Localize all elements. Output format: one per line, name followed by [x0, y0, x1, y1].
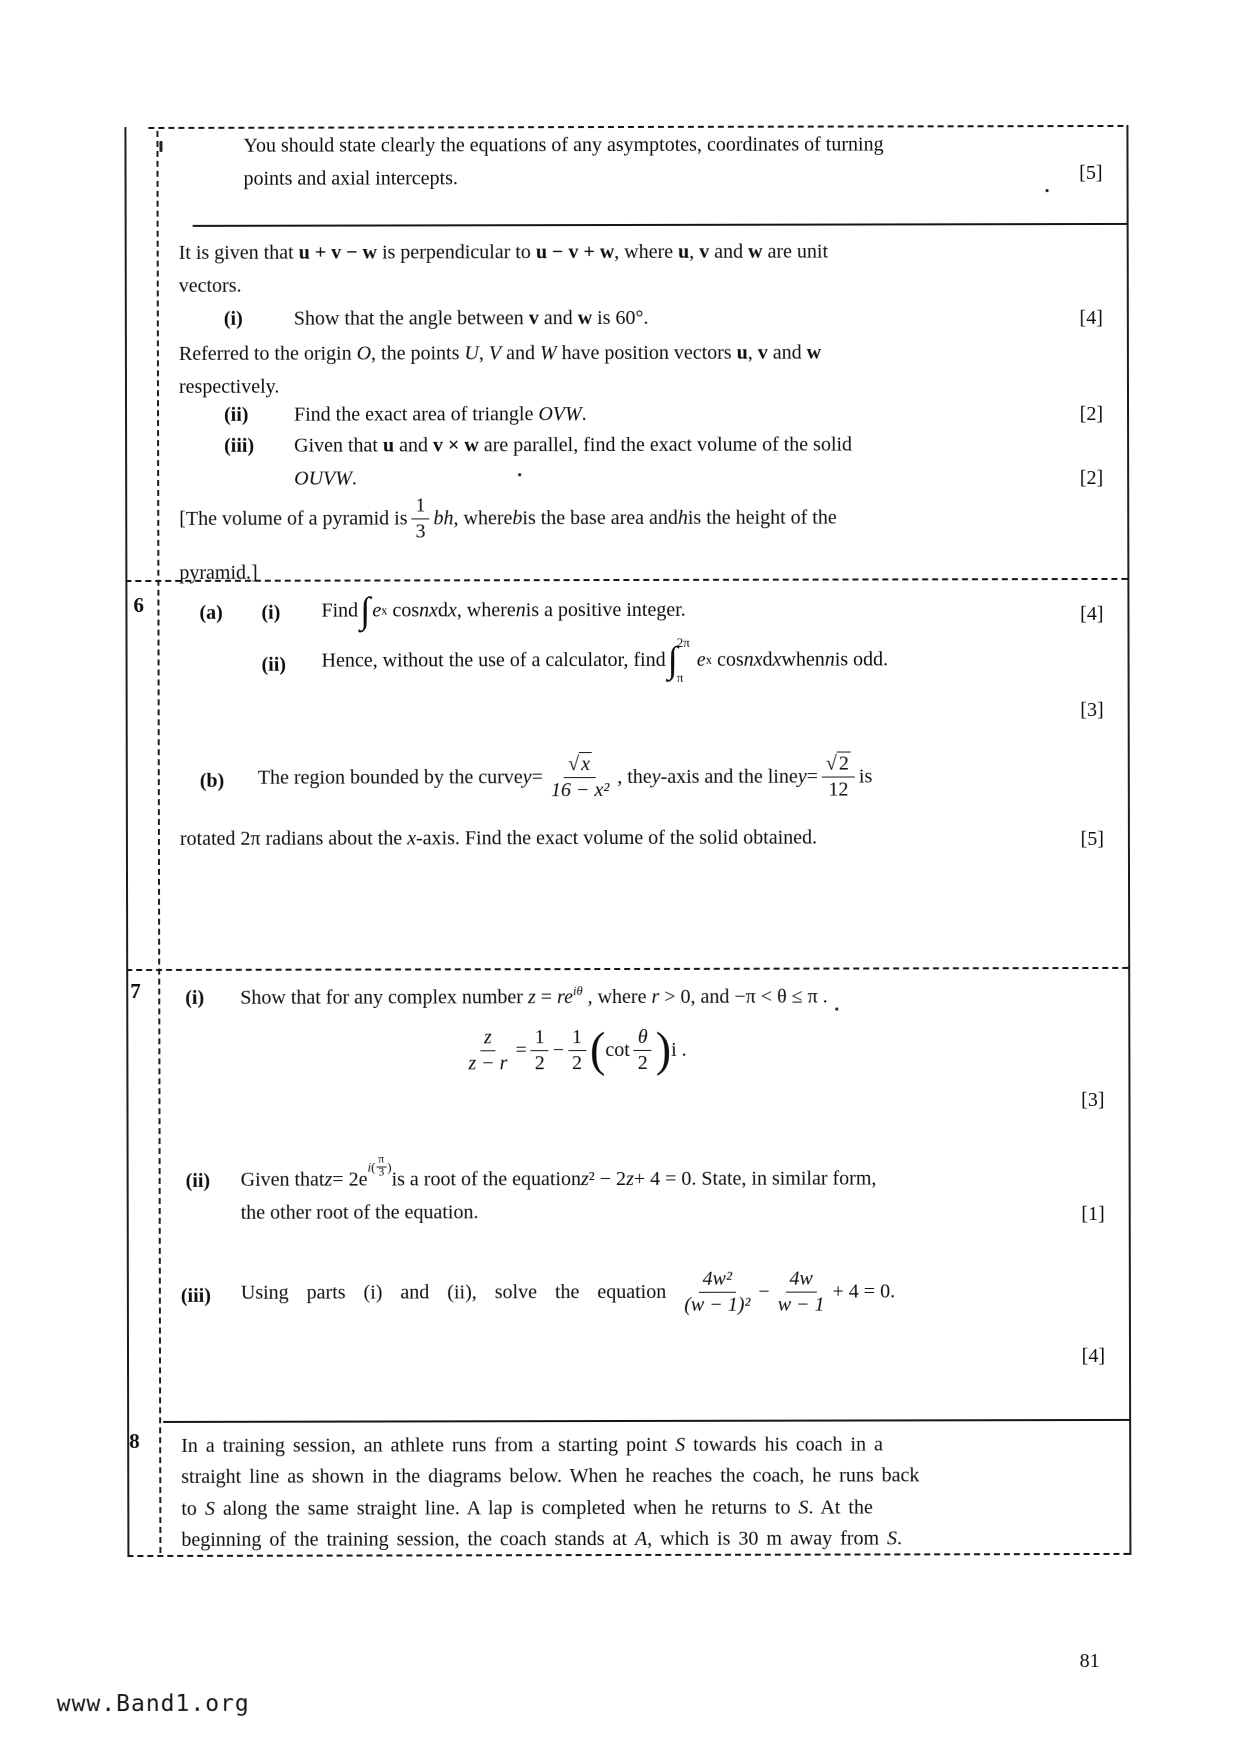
left-paren: (	[589, 1022, 606, 1077]
vector-expression: u + v − w	[298, 241, 378, 264]
text-run: > 0, and −π < θ ≤ π .	[659, 985, 828, 1008]
q5-item-iii-label: (iii)	[224, 434, 255, 457]
text-run: Using parts (i) and (ii), solve the equation	[240, 1280, 667, 1304]
fraction-theta-over-2	[634, 1025, 652, 1074]
lower-limit: π	[676, 669, 684, 685]
q6-b-label: (b)	[199, 769, 225, 792]
var-y: y	[522, 765, 532, 788]
marks-badge: [3]	[1080, 698, 1104, 722]
marks-badge: [4]	[1080, 602, 1104, 626]
q8-line1	[181, 1432, 883, 1457]
text-run: to	[181, 1497, 205, 1520]
q8-line3	[181, 1495, 873, 1520]
right-paren: )	[387, 1158, 392, 1174]
text-run: is a root of the equation	[391, 1167, 582, 1190]
equals-sign: =	[515, 1038, 527, 1061]
var-n: n	[515, 598, 526, 621]
equals-sign: =	[531, 765, 543, 788]
q7-display-equation	[460, 1012, 686, 1088]
text-run: .	[897, 1527, 903, 1550]
q5-intro-line1: You should state clearly the equations of any asymptotes, coordinates of turning	[243, 133, 884, 157]
q5-given-line	[179, 240, 828, 265]
var-z: z	[527, 986, 536, 1009]
q5-item-i-label: (i)	[223, 307, 243, 330]
radicand-x: x	[579, 752, 592, 775]
text-run: Referred to the origin	[178, 342, 357, 365]
q5-ref-line2: respectively.	[178, 375, 280, 398]
equals-sign: =	[806, 765, 818, 788]
border-right-line	[1126, 125, 1131, 1555]
text-run: is perpendicular to	[377, 241, 536, 264]
q5-given-line2: vectors.	[178, 274, 242, 297]
text-run: have position vectors	[556, 341, 737, 365]
q7-ii-text	[240, 1152, 877, 1202]
q6-aii-text	[321, 631, 888, 688]
denominator: 12	[828, 778, 849, 801]
separator-line	[125, 578, 1127, 582]
q7-i-label: (i)	[185, 986, 205, 1009]
integral-sign: ∫	[667, 639, 678, 681]
point-S: S	[204, 1497, 215, 1520]
numerator: z	[480, 1026, 496, 1051]
denominator: w − 1	[777, 1293, 825, 1316]
var-z: z	[626, 1167, 634, 1190]
text-run: -axis. Find the exact volume of the solid obtained.	[416, 826, 818, 850]
text-run: and	[767, 341, 807, 364]
upper-limit: 2π	[676, 634, 690, 650]
q7-iii-text	[241, 1257, 895, 1326]
fraction-one-half	[568, 1026, 586, 1075]
vector-u: u	[382, 434, 395, 457]
border-gutter-line	[156, 131, 161, 1553]
text-run: .	[351, 467, 357, 490]
exponent-i-pi-over-3	[367, 1154, 391, 1179]
point-O: O	[356, 342, 372, 365]
denominator: 16 − x²	[550, 778, 610, 801]
text-run: is the height of the	[687, 506, 837, 529]
q5-pyramid-note-line2: pyramid.]	[179, 561, 258, 584]
cot-function: cot	[605, 1038, 630, 1061]
marks-badge: [1]	[1081, 1202, 1105, 1226]
var-x: x	[447, 598, 457, 621]
numerator: 1	[568, 1026, 586, 1051]
point-U: U	[464, 342, 479, 365]
q7-ii-label: (ii)	[185, 1169, 211, 1192]
integral-limits	[677, 635, 690, 685]
var-e: e	[696, 648, 706, 671]
text-run: is 60°.	[592, 306, 649, 330]
q7-iii-label: (iii)	[180, 1284, 211, 1307]
q5-pyramid-note	[179, 487, 837, 550]
var-y: y	[797, 765, 807, 788]
text-run: The region bounded by the curve	[257, 765, 523, 789]
fraction-line-value	[822, 752, 855, 801]
text-run: are parallel, find the exact volume of the solid	[478, 433, 853, 457]
text-run: ,	[747, 341, 758, 364]
numerator: π	[376, 1154, 386, 1168]
text-run: rotated 2π radians about the	[179, 827, 408, 850]
marks-badge: [4]	[1079, 306, 1103, 330]
q5-item-ii-text	[294, 402, 587, 427]
text-run: when	[781, 648, 825, 671]
text-run: is odd.	[834, 647, 889, 671]
text-run: -axis and the line	[660, 765, 798, 788]
text-run: along the same straight line. A lap is completed when he returns to	[214, 1496, 799, 1520]
fraction-z-over-z-minus-r	[464, 1026, 511, 1075]
var-b: b	[512, 506, 523, 529]
vector-w: w	[748, 240, 763, 263]
vector-u: u	[678, 240, 690, 263]
border-top-line	[148, 125, 1123, 129]
q6-a-label: (a)	[199, 601, 223, 624]
point-W: W	[539, 342, 557, 365]
radicand-2: 2	[837, 751, 851, 774]
var-n: n	[824, 648, 835, 671]
text-run: = 2e	[332, 1168, 368, 1191]
text-run: d	[762, 648, 773, 671]
vector-expression: u − v + w	[535, 241, 615, 264]
point-V: V	[488, 342, 502, 365]
numerator	[564, 753, 596, 778]
var-h: h	[677, 506, 688, 529]
fraction-one-third	[411, 494, 429, 543]
sqrt-sign: √	[568, 752, 580, 775]
bh-term: bh	[433, 506, 454, 529]
sqrt-sign: √	[825, 752, 837, 775]
question-number-6: 6	[133, 592, 144, 618]
denominator: 3	[378, 1166, 385, 1179]
q5-ref-line	[179, 341, 821, 366]
question-number-7: 7	[130, 979, 141, 1004]
text-run: , the points	[371, 342, 465, 365]
question-number-8: 8	[129, 1429, 140, 1454]
point-S: S	[675, 1433, 686, 1456]
var-z: z	[580, 1167, 589, 1190]
border-bottom-line	[127, 1553, 1129, 1557]
var-nx: nx	[419, 598, 438, 621]
vector-w: w	[577, 307, 593, 330]
scan-artifact	[835, 1008, 838, 1011]
q6-b-line2	[180, 826, 817, 851]
minus-sign: −	[552, 1038, 565, 1061]
numerator: 1	[411, 494, 429, 519]
var-x: x	[407, 827, 417, 850]
q7-ii-line2: the other root of the equation.	[240, 1201, 479, 1224]
text-run: ,	[689, 240, 700, 263]
q6-ai-text	[321, 586, 685, 635]
text-run: It is given that	[178, 241, 299, 264]
text-run: Find	[321, 599, 359, 622]
separator-line	[163, 1419, 1129, 1423]
q7-i-text	[240, 985, 828, 1010]
numerator: 1	[531, 1026, 549, 1051]
text-run: towards his coach in a	[685, 1433, 883, 1456]
var-re: re	[557, 986, 573, 1009]
denominator: (w − 1)²	[684, 1293, 751, 1316]
text-run: ² − 2	[588, 1167, 627, 1190]
imaginary-i: i	[367, 1159, 372, 1175]
marks-badge: [5]	[1079, 161, 1103, 185]
denominator: 2	[571, 1051, 583, 1074]
marks-badge: [5]	[1080, 827, 1104, 851]
fraction-pi-over-3	[376, 1154, 386, 1179]
text-run: + 4 = 0. State, in similar form,	[633, 1166, 877, 1190]
denominator: z − r	[468, 1051, 508, 1074]
point-S: S	[798, 1496, 809, 1519]
text-run: , which is 30 m away from	[647, 1527, 888, 1550]
numerator	[822, 752, 855, 777]
var-y: y	[651, 765, 661, 788]
text-run: and	[709, 240, 749, 263]
marks-badge: [4]	[1081, 1344, 1106, 1368]
denominator: 2	[637, 1051, 648, 1074]
text-run: In a training session, an athlete runs from a starting point	[181, 1433, 676, 1457]
text-run: cos	[716, 648, 744, 671]
denominator: 3	[415, 519, 426, 542]
imaginary-i: i .	[671, 1038, 687, 1061]
text-run: is the base area and	[522, 506, 678, 529]
scan-artifact	[159, 141, 162, 152]
text-run: , the	[617, 765, 652, 788]
q5-item-i-text	[294, 306, 649, 331]
q8-line4	[181, 1526, 902, 1552]
text-run: d	[437, 598, 448, 621]
border-left-line	[124, 127, 129, 1557]
vector-v: v	[528, 307, 539, 330]
cross-product: v × w	[432, 434, 479, 457]
text-run: , where	[453, 506, 513, 529]
text-run: , where	[614, 240, 679, 264]
text-run: beginning of the training session, the coach stands at	[181, 1527, 635, 1551]
text-run: Show that the angle between	[293, 307, 529, 330]
fraction-4w	[774, 1267, 829, 1316]
denominator: 2	[534, 1051, 545, 1074]
text-run: Given that	[294, 434, 383, 457]
marks-badge: [2]	[1079, 466, 1104, 490]
var-x: x	[772, 648, 782, 671]
numerator: θ	[634, 1025, 652, 1050]
solid-OUVW: OUVW	[294, 467, 352, 490]
watermark: www.Band1.org	[56, 1690, 250, 1718]
q5-item-ii-label: (ii)	[224, 403, 249, 426]
triangle-OVW: OVW	[538, 403, 582, 426]
page-number: 81	[1079, 1649, 1100, 1673]
separator-line	[126, 967, 1128, 971]
left-paren: (	[371, 1159, 376, 1175]
text-run: + 4 = 0.	[832, 1279, 896, 1303]
text-run: , where	[456, 598, 516, 621]
fraction-curve	[547, 753, 613, 802]
text-run: ,	[478, 342, 489, 365]
fraction-one-half	[531, 1026, 549, 1075]
text-run: and	[501, 342, 541, 365]
right-paren: )	[655, 1022, 672, 1076]
marks-badge: [2]	[1079, 402, 1104, 426]
text-run: and	[538, 307, 578, 330]
text-run: Hence, without the use of a calculator, find	[321, 648, 666, 672]
var-e: e	[372, 598, 382, 622]
text-run: cos	[392, 598, 420, 621]
q6-aii-label: (ii)	[261, 653, 287, 676]
minus-sign: −	[758, 1280, 770, 1303]
q8-line2: straight line as shown in the diagrams below. When he reaches the coach, he runs back	[181, 1464, 920, 1488]
scan-artifact	[518, 473, 521, 476]
q6-b-text	[258, 741, 873, 812]
q6-ai-label: (i)	[261, 601, 281, 624]
var-r: r	[651, 985, 660, 1008]
point-A: A	[634, 1527, 648, 1550]
vector-v: v	[757, 341, 768, 364]
text-run: is	[858, 764, 873, 787]
text-run: and	[394, 434, 434, 457]
text-run: [The volume of a pyramid is	[179, 506, 408, 530]
q5-intro-line2: points and axial intercepts.	[243, 167, 458, 190]
text-run: , where	[582, 985, 652, 1009]
text-run: .	[581, 403, 587, 426]
numerator: 4w²	[699, 1267, 736, 1292]
text-run: are unit	[762, 240, 829, 263]
point-S: S	[887, 1527, 898, 1550]
text-run: . At the	[808, 1496, 873, 1519]
vector-w: w	[806, 341, 822, 364]
vector-u: u	[736, 341, 748, 364]
numerator: 4w	[785, 1267, 816, 1292]
marks-badge: [3]	[1081, 1088, 1105, 1112]
exponent-i-theta: iθ	[572, 984, 583, 999]
vector-v: v	[699, 240, 710, 263]
text-run: is a positive integer.	[525, 598, 686, 621]
equals-sign: =	[535, 986, 558, 1009]
separator-line	[193, 223, 1127, 227]
q5-item-iii-text	[294, 433, 852, 458]
var-nx: nx	[743, 648, 763, 671]
var-z: z	[324, 1168, 333, 1191]
text-run: Given that	[240, 1168, 325, 1191]
integral-sign: ∫	[360, 590, 371, 632]
text-run: Show that for any complex number	[240, 986, 528, 1009]
text-run: Find the exact area of triangle	[294, 403, 539, 426]
fraction-4w2	[680, 1267, 754, 1316]
scan-artifact	[1046, 189, 1049, 192]
